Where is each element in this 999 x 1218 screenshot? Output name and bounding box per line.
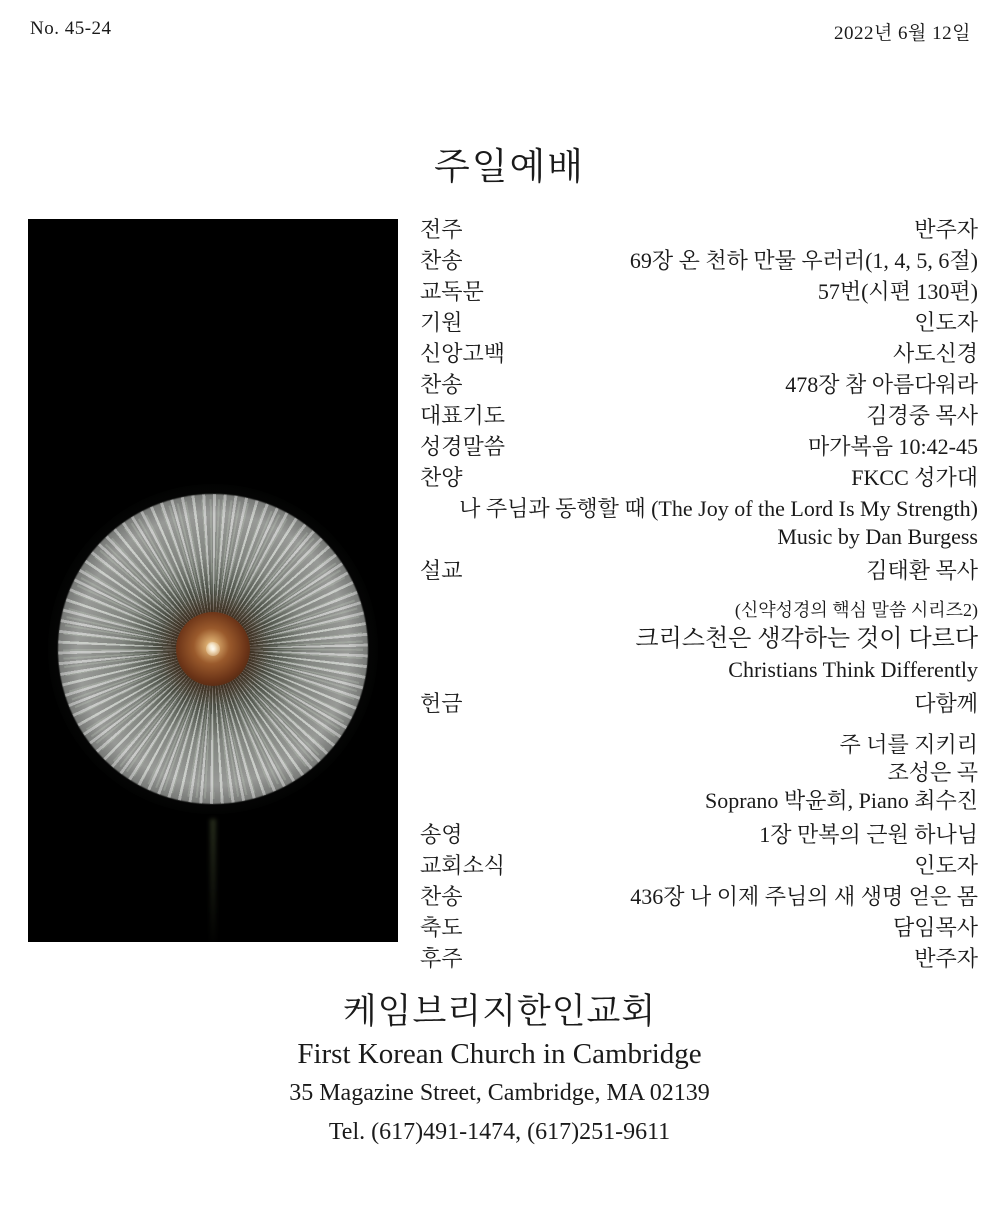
sermon-title-en: Christians Think Differently: [728, 657, 978, 682]
order-value: 사도신경: [892, 341, 978, 366]
order-row: [420, 917, 978, 948]
order-value: 반주자: [914, 946, 978, 971]
order-label: 후주: [420, 946, 463, 971]
offering-song-title: 주 너를 지키리: [839, 732, 978, 757]
order-value: 478장 참 아름다워라: [785, 372, 978, 397]
church-name-korean: 케임브리지한인교회: [342, 992, 657, 1031]
order-label: 성경말씀: [420, 434, 506, 459]
page-title: [0, 136, 999, 190]
anthem-title: 나 주님과 동행할 때 (The Joy of the Lord Is My Strength): [459, 496, 978, 521]
order-row: [420, 405, 978, 436]
church-address: 35 Magazine Street, Cambridge, MA 02139: [289, 1080, 710, 1107]
church-footer: [0, 990, 999, 1148]
order-value: 담임목사: [892, 915, 978, 940]
order-row: [420, 467, 978, 498]
order-label: 축도: [420, 915, 463, 940]
church-name-english: First Korean Church in Cambridge: [297, 1037, 702, 1070]
order-row: [420, 855, 978, 886]
order-label: 대표기도: [420, 403, 506, 428]
order-label: 찬송: [420, 884, 463, 909]
order-value: 김경중 목사: [866, 403, 978, 428]
offering-row: [420, 693, 978, 724]
page-header: [0, 18, 999, 48]
order-label: 찬송: [420, 372, 463, 397]
offering-value: 다함께: [914, 691, 978, 716]
order-row: [420, 343, 978, 374]
sermon-title-kr: 크리스천은 생각하는 것이 다르다: [635, 626, 978, 652]
order-row: [420, 886, 978, 917]
bulletin-date: 2022년 6월 12일: [833, 23, 971, 44]
order-row: [420, 281, 978, 312]
offering-label: 헌금: [420, 691, 463, 716]
order-value: 반주자: [914, 217, 978, 242]
seedhead-core-highlight: [206, 642, 220, 656]
church-phone: Tel. (617)491-1474, (617)251-9611: [328, 1118, 671, 1145]
order-label: 기원: [420, 310, 463, 335]
order-row: [420, 374, 978, 405]
dandelion-illustration: [48, 484, 378, 814]
order-value: 436장 나 이제 주님의 새 생명 얻은 몸: [630, 884, 978, 909]
dandelion-stem: [210, 819, 216, 942]
sermon-preacher: 김태환 목사: [866, 558, 978, 583]
order-label: 송영: [420, 822, 463, 847]
bulletin-issue-number: No. 45-24: [30, 18, 112, 39]
anthem-composer: Music by Dan Burgess: [777, 524, 978, 549]
offering-performers: Soprano 박윤희, Piano 최수진: [705, 788, 978, 813]
page-title-text: 주일예배: [434, 147, 585, 188]
order-value: 인도자: [914, 853, 978, 878]
order-label: 교독문: [420, 279, 484, 304]
order-row: [420, 824, 978, 855]
sermon-label: 설교: [420, 558, 463, 583]
order-value: 57번(시편 130편): [817, 279, 978, 304]
order-label: 전주: [420, 217, 463, 242]
order-row: [420, 948, 978, 979]
order-value: FKCC 성가대: [851, 465, 978, 490]
order-value: 69장 온 천하 만물 우러러(1, 4, 5, 6절): [629, 248, 978, 273]
sermon-series: (신약성경의 핵심 말씀 시리즈2): [734, 600, 978, 620]
order-value: 1장 만복의 근원 하나님: [759, 822, 978, 847]
offering-song-composer: 조성은 곡: [887, 760, 978, 785]
dandelion-photo: [28, 219, 398, 942]
order-row: [420, 219, 978, 250]
sermon-row: [420, 560, 978, 591]
order-label: 찬송: [420, 248, 463, 273]
order-label: 신앙고백: [420, 341, 506, 366]
order-value: 마가복음 10:42-45: [808, 434, 978, 459]
order-label: 교회소식: [420, 853, 506, 878]
order-row: [420, 436, 978, 467]
order-label: 찬양: [420, 465, 463, 490]
order-row: [420, 312, 978, 343]
order-of-service: [420, 219, 978, 979]
order-value: 인도자: [914, 310, 978, 335]
order-row: [420, 250, 978, 281]
